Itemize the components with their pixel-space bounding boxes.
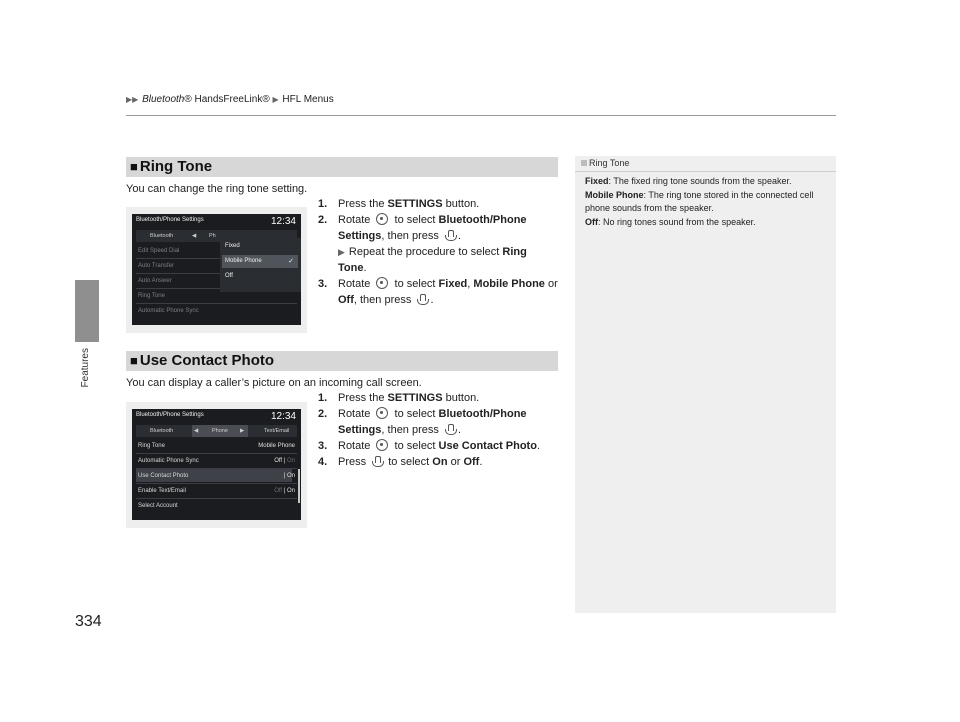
screen-row: Ring Tone <box>138 293 165 299</box>
ring-tone-steps <box>318 196 558 308</box>
press-dial-icon <box>445 424 455 435</box>
ring-tone-intro: You can change the ring tone setting. <box>126 183 308 195</box>
screen-row: Automatic Phone Sync <box>138 308 199 314</box>
step-text: to select <box>391 440 439 452</box>
value-active: On <box>286 473 295 479</box>
step-text: , <box>467 278 474 290</box>
contact-photo-screenshot <box>126 402 307 528</box>
step-keyword: Off <box>463 456 480 468</box>
interface-dial-icon <box>376 407 388 419</box>
step-text: , then press <box>353 294 415 306</box>
step-text: to select <box>391 278 439 290</box>
chapter-label: Features <box>80 348 91 388</box>
popup-item-label: Mobile Phone <box>225 258 262 264</box>
breadcrumb-section: ® HandsFreeLink® <box>184 94 270 105</box>
interface-dial-icon <box>376 213 388 225</box>
step-number: 1. <box>318 392 328 404</box>
screen-row-value <box>274 484 295 498</box>
step-text: to select <box>391 408 439 420</box>
note-body <box>585 175 831 229</box>
value-inactive: Off <box>274 488 283 494</box>
screen-tab-phone: Ph <box>209 233 216 239</box>
screen-row: Auto Answer <box>138 278 172 284</box>
step-keyword: Bluetooth/Phone Settings <box>338 408 527 436</box>
screen-row: Auto Transfer <box>138 263 175 269</box>
screen-row-value <box>274 454 295 468</box>
screen-tab-text-email: Text/Email <box>264 428 290 434</box>
step-text: . <box>457 230 462 242</box>
step-2 <box>318 212 558 244</box>
press-dial-icon <box>445 230 455 241</box>
step-keyword: Off <box>338 294 354 306</box>
ring-tone-screenshot <box>126 207 307 333</box>
note-off <box>585 216 831 230</box>
square-bullet-icon: ■ <box>130 159 138 174</box>
step-number: 2. <box>318 214 328 226</box>
screen-scrollbar <box>298 469 300 503</box>
step-number: 1. <box>318 198 328 210</box>
popup-item-fixed: Fixed <box>225 243 240 249</box>
step-text: or <box>544 278 558 290</box>
note-term: Off <box>585 216 598 227</box>
chapter-tab <box>75 280 99 342</box>
settings-screen <box>132 214 301 325</box>
step-text: Repeat the procedure to select <box>348 246 503 258</box>
step-2 <box>318 406 558 438</box>
step-number: 4. <box>318 456 328 468</box>
screen-title: Bluetooth/Phone Settings <box>136 217 204 223</box>
step-keyword: Bluetooth/Phone Settings <box>338 214 527 242</box>
section-heading-ring-tone <box>126 157 558 177</box>
breadcrumb-page: HFL Menus <box>282 94 334 105</box>
note-text: : No ring tones sound from the speaker. <box>598 216 756 227</box>
step-text: to select <box>391 214 439 226</box>
tab-right-arrow-icon: ▶ <box>240 428 245 434</box>
step-1 <box>318 196 558 212</box>
screen-row-value: Mobile Phone <box>258 443 295 449</box>
note-divider <box>575 171 836 172</box>
screen-tab-phone: Phone <box>212 428 228 434</box>
popup-item-off: Off <box>225 273 233 279</box>
step-text: Rotate <box>338 408 374 420</box>
screen-tab-bluetooth: Bluetooth <box>150 428 174 434</box>
value-active: Off | <box>274 458 287 464</box>
screen-row-label: Automatic Phone Sync <box>138 458 199 464</box>
step-keyword: SETTINGS <box>387 198 443 210</box>
square-bullet-icon: ■ <box>130 353 138 368</box>
note-text: : The fixed ring tone sounds from the speaker. <box>608 176 792 186</box>
screen-row-label: Enable Text/Email <box>138 488 186 494</box>
screen-title: Bluetooth/Phone Settings <box>136 412 204 418</box>
step-text: button. <box>442 392 480 404</box>
contact-photo-intro: You can display a caller’s picture on an incoming call screen. <box>126 377 422 389</box>
step-number: 2. <box>318 408 328 420</box>
step-text: Rotate <box>338 278 374 290</box>
breadcrumb <box>126 94 334 105</box>
value-inactive: On <box>286 458 295 464</box>
step-text: Press the <box>338 198 388 210</box>
step-text: or <box>447 456 464 468</box>
note-title: Ring Tone <box>589 158 630 168</box>
note-text: : The ring tone stored in the connected cell phone sounds from the speaker. <box>585 189 814 213</box>
section-heading-use-contact-photo <box>126 351 558 371</box>
section-title: Use Contact Photo <box>139 352 275 369</box>
interface-dial-icon <box>376 277 388 289</box>
tab-left-arrow-icon: ◀ <box>194 428 199 434</box>
contact-photo-steps <box>318 390 558 470</box>
value-separator: | <box>283 473 287 479</box>
popup-item-mobile-phone <box>222 255 298 268</box>
section-title: Ring Tone <box>139 158 213 175</box>
step-2-substep <box>318 244 558 276</box>
note-term: Mobile Phone <box>585 189 644 200</box>
substep-arrow-icon: ▶ <box>338 247 345 257</box>
note-term: Fixed <box>585 176 609 186</box>
screen-row-value <box>284 469 295 483</box>
checkmark-icon: ✓ <box>288 258 294 265</box>
step-1 <box>318 390 558 406</box>
ring-tone-popup <box>220 238 301 292</box>
screen-row-label: Ring Tone <box>138 443 165 449</box>
screen-row-label: Select Account <box>138 503 178 509</box>
step-number: 3. <box>318 278 328 290</box>
note-mobile-phone <box>585 189 831 216</box>
header-divider <box>126 115 836 116</box>
value-active: | On <box>282 488 295 494</box>
note-square-icon <box>581 160 587 166</box>
screen-row-label: Use Contact Photo <box>138 473 189 479</box>
step-keyword: Mobile Phone <box>473 278 545 290</box>
step-3 <box>318 276 558 308</box>
interface-dial-icon <box>376 439 388 451</box>
step-keyword: Use Contact Photo <box>438 440 537 452</box>
press-dial-icon <box>372 456 382 467</box>
step-text: , then press <box>381 424 442 436</box>
step-text: , then press <box>381 230 442 242</box>
breadcrumb-arrow-icon: ▶ <box>272 95 279 104</box>
step-text: Press <box>338 456 370 468</box>
step-number: 3. <box>318 440 328 452</box>
page-number: 334 <box>75 613 102 630</box>
step-text: . <box>430 294 434 306</box>
tab-left-arrow-icon: ◀ <box>192 233 197 239</box>
step-text: . <box>479 456 483 468</box>
step-text: Press the <box>338 392 388 404</box>
step-keyword: Ring Tone <box>338 246 527 274</box>
screen-tab-strip <box>136 425 297 437</box>
screen-clock: 12:34 <box>270 411 296 422</box>
step-text: button. <box>442 198 480 210</box>
step-3 <box>318 438 558 454</box>
step-text: Rotate <box>338 440 374 452</box>
screen-clock: 12:34 <box>270 216 296 227</box>
step-keyword: On <box>432 456 448 468</box>
breadcrumb-brand: Bluetooth <box>142 94 185 105</box>
press-dial-icon <box>417 294 427 305</box>
note-fixed <box>585 175 831 189</box>
breadcrumb-arrow-icon: ▶▶ <box>126 95 139 104</box>
settings-screen <box>132 409 301 520</box>
step-text: to select <box>385 456 433 468</box>
screen-tab-bluetooth: Bluetooth <box>150 233 174 239</box>
note-heading <box>575 157 836 169</box>
step-text: Rotate <box>338 214 374 226</box>
step-keyword: Fixed <box>438 278 468 290</box>
step-text: . <box>536 440 541 452</box>
screen-row: Edit Speed Dial <box>138 248 180 254</box>
step-keyword: SETTINGS <box>387 392 443 404</box>
step-4 <box>318 454 558 470</box>
step-text: . <box>457 424 462 436</box>
step-text: . <box>363 262 367 274</box>
